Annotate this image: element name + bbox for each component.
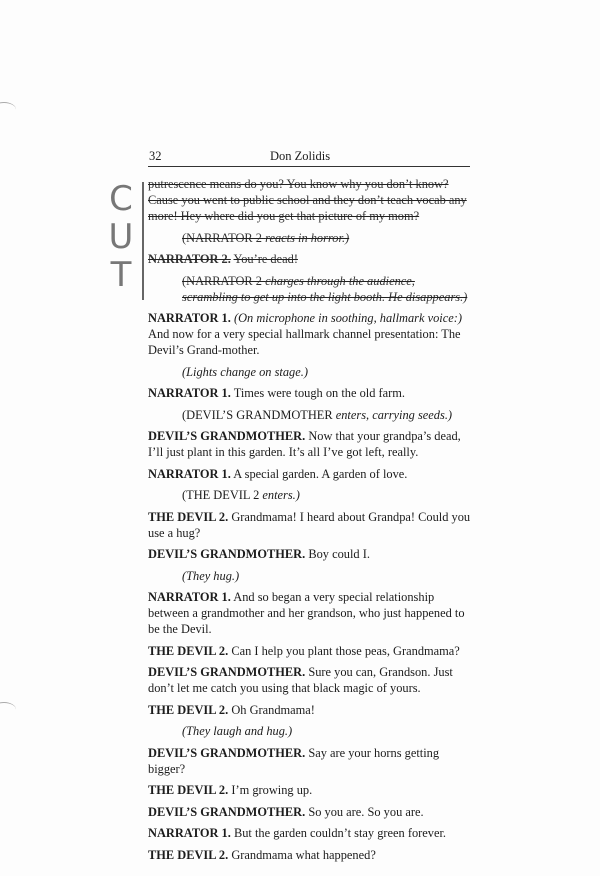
speaker-name: NARRATOR 1. (148, 311, 231, 325)
dialogue-line (148, 310, 472, 358)
speaker-name: NARRATOR 1. (148, 386, 231, 400)
dialogue-text: Grandmama what happened? (231, 847, 376, 862)
dialogue-line (148, 782, 472, 798)
speaker-name: NARRATOR 1. (148, 590, 231, 604)
dialogue-text: But the garden couldn’t stay green forever. (233, 826, 447, 840)
stage-direction (182, 487, 472, 503)
speaker-name: THE DEVIL 2. (148, 643, 229, 658)
dialogue-line (148, 176, 472, 224)
direction-text: (They hug.) (182, 568, 240, 583)
speaker-name: THE DEVIL 2. (148, 509, 229, 524)
dialogue-text: Sure you can, Grandson. Just don’t let me catch you using that black magic of yours. (148, 665, 453, 695)
dialogue-line (148, 643, 472, 659)
dialogue-line (148, 702, 472, 718)
speaker-name: DEVIL’S GRANDMOTHER. (148, 547, 306, 561)
direction-text: (DEVIL’S GRANDMOTHER (182, 407, 336, 422)
dialogue-line (148, 745, 472, 777)
dialogue-text: Say are your horns getting bigger? (148, 745, 440, 776)
direction-text: (They laugh and hug.) (182, 724, 293, 738)
dialogue-line (148, 825, 472, 841)
dialogue-line (148, 385, 472, 401)
direction-text: (NARRATOR 2 (182, 273, 266, 288)
speaker-name: THE DEVIL 2. (148, 847, 229, 862)
header-rule (148, 166, 470, 167)
direction-text: (THE DEVIL 2 (182, 488, 263, 502)
dialogue-text: You’re dead! (233, 252, 298, 266)
stage-direction (182, 273, 472, 305)
direction-text: enters.) (262, 488, 300, 502)
dialogue-line (148, 509, 472, 541)
stage-direction (182, 407, 472, 423)
dialogue-line (148, 804, 472, 820)
dialogue-line (148, 589, 472, 637)
dialogue-text: Can I help you plant those peas, Grandmama? (231, 643, 460, 658)
dialogue-line (148, 664, 472, 696)
direction-text: charges through the audience, scrambling to get up into the light booth. He disappears.) (182, 273, 468, 304)
dialogue-text: Times were tough on the old farm. (233, 386, 405, 400)
direction-text: (Lights change on stage.) (182, 364, 308, 379)
stage-direction (182, 568, 472, 584)
speaker-name: DEVIL’S GRANDMOTHER. (148, 745, 306, 760)
dialogue-text: And now for a very special hallmark channel presentation: The Devil’s Grand-mother. (148, 327, 461, 357)
dialogue-line (148, 251, 472, 267)
dialogue-line (148, 546, 472, 562)
dialogue-text: I’m growing up. (231, 783, 313, 797)
handwritten-cut-annotation: CUT (108, 179, 134, 295)
dialogue-text: A special garden. A garden of love. (233, 466, 408, 481)
dialogue-text: putrescence means do you? You know why you don’t know? Cause you went to public school and they don’t teach vocab any more! Hey where did you get that picture of my mom? (148, 177, 467, 223)
cut-bracket-line (142, 182, 144, 300)
speaker-name: THE DEVIL 2. (148, 783, 229, 797)
running-header-author: Don Zolidis (270, 149, 331, 163)
dialogue-text: And so began a very special relationship between a grandmother and her grandson, who just happened to be the Devil. (148, 590, 465, 636)
speaker-name: DEVIL’S GRANDMOTHER. (148, 429, 306, 443)
dialogue-text: Boy could I. (308, 547, 370, 561)
speaker-name: NARRATOR 1. (148, 826, 231, 840)
stage-direction (182, 364, 472, 380)
script-body (148, 176, 472, 876)
speaker-name: THE DEVIL 2. (148, 702, 229, 717)
speaker-name: DEVIL’S GRANDMOTHER. (148, 804, 306, 819)
dialogue-line (148, 466, 472, 482)
parenthetical: (On microphone in soothing, hallmark voice:) (233, 311, 462, 325)
speaker-name: DEVIL’S GRANDMOTHER. (148, 665, 306, 679)
direction-text: reacts in horror.) (265, 230, 350, 245)
page-number: 32 (149, 149, 162, 163)
dialogue-line (148, 428, 472, 460)
speaker-name: NARRATOR 2. (148, 252, 231, 266)
dialogue-text: Grandmama! I heard about Grandpa! Could you use a hug? (148, 509, 471, 540)
speaker-name: NARRATOR 1. (148, 466, 231, 481)
hole-punch-mark (0, 702, 16, 717)
stage-direction (182, 723, 472, 739)
dialogue-text: Oh Grandmama! (231, 702, 315, 717)
direction-text: enters, carrying seeds.) (335, 407, 453, 422)
dialogue-text: Now that your grandpa’s dead, I’ll just plant in this garden. It’s all I’ve got left, really. (148, 429, 461, 459)
hole-punch-mark (0, 102, 16, 117)
stage-direction (182, 230, 472, 246)
dialogue-text: So you are. So you are. (308, 804, 424, 819)
direction-text: (NARRATOR 2 (182, 230, 266, 245)
